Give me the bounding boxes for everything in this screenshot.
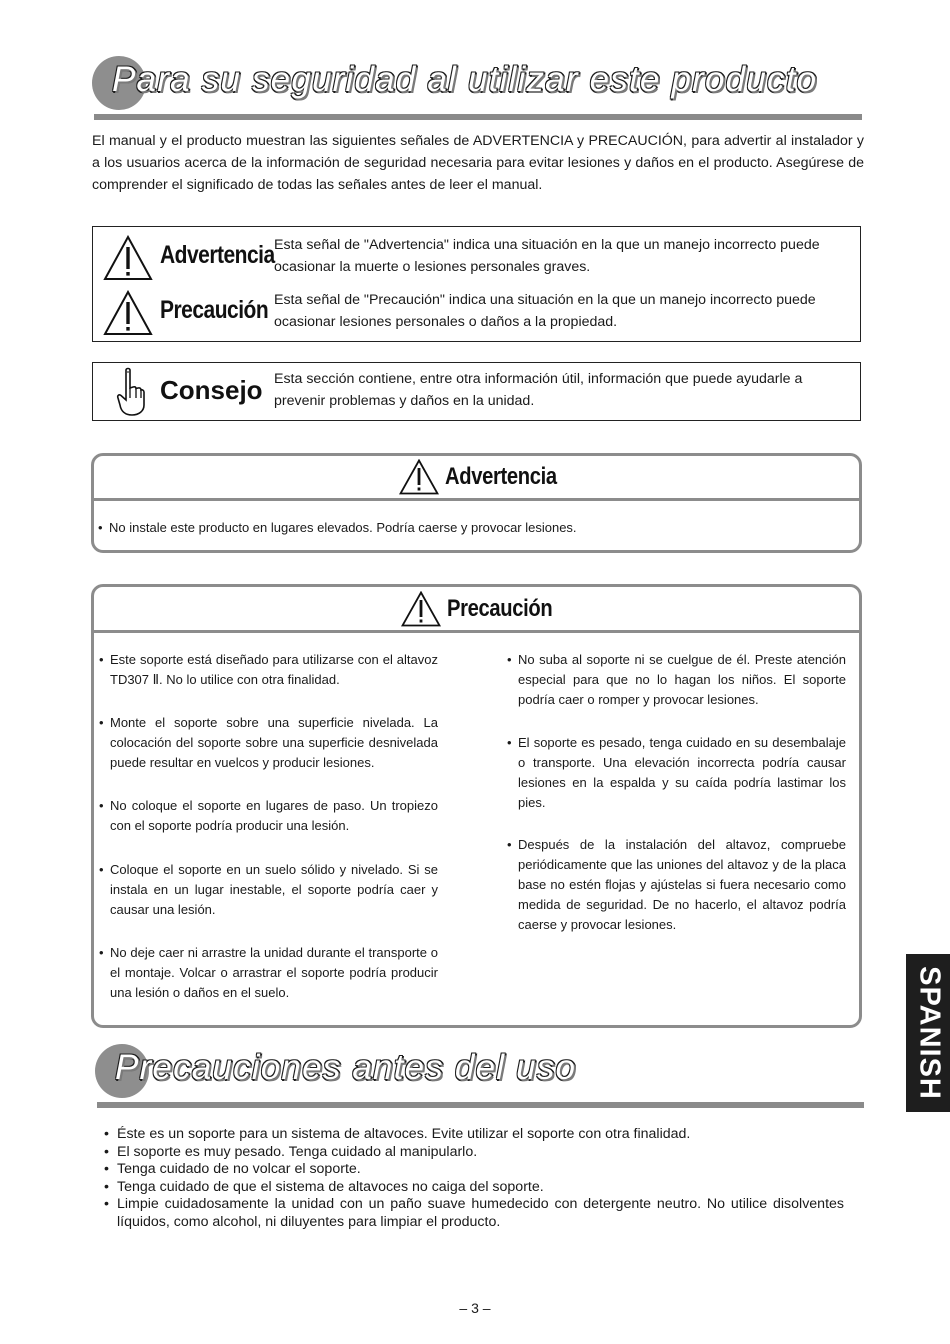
- legend-warning-text: Esta señal de "Advertencia" indica una situación en la que un manejo incorrecto puede ocasionar la muerte o lesiones personales graves.: [274, 237, 820, 275]
- heading-rule: [94, 114, 862, 120]
- section-title: Precauciones antes del uso: [115, 1048, 577, 1087]
- bullet-icon: •: [507, 652, 512, 667]
- bullet-icon: •: [104, 1196, 109, 1213]
- list-item: • No suba al soporte ni se cuelgue de él. Preste atención especial para que no lo hagan los niños. El soporte podría caer o romper y provocar lesiones.: [507, 652, 846, 707]
- bullet-icon: •: [99, 652, 104, 667]
- language-side-tab: [906, 954, 950, 1112]
- list-item: • Tenga cuidado de que el sistema de altavoces no caiga del soporte.: [104, 1178, 544, 1195]
- legend-caution-text: Esta señal de "Precaución" indica una situación en la que un manejo incorrecto puede ocasionar lesiones personales o daños a la propiedad.: [274, 292, 816, 330]
- caution-panel: [91, 584, 862, 1028]
- caution-triangle-icon: [103, 290, 153, 336]
- list-item: • Monte el soporte sobre una superficie nivelada. La colocación del soporte sobre una superficie desnivelada puede resultar en vuelcos y producir lesiones.: [99, 715, 438, 770]
- precautions-list: [104, 1126, 844, 1232]
- intro-paragraph: El manual y el producto muestran las siguientes señales de ADVERTENCIA y PRECAUCIÓN, para advertir al instalador y a los usuarios acerca de la información de seguridad necesaria para evitar lesiones y daños en el producto. Asegúrese de comprender el significado de todas las señales antes de leer el manual.: [92, 133, 864, 193]
- pointing-hand-icon: [115, 367, 145, 417]
- warning-panel-header: [94, 456, 859, 501]
- list-item: • No coloque el soporte en lugares de paso. Un tropiezo con el soporte podría producir una lesión.: [99, 798, 438, 833]
- warning-triangle-icon: [399, 459, 439, 495]
- bullet-icon: •: [104, 1161, 109, 1178]
- bullet-icon: •: [99, 862, 104, 877]
- caution-panel-header: [94, 587, 859, 633]
- section-heading-safety: [92, 54, 862, 126]
- list-item: • Coloque el soporte en un suelo sólido y nivelado. Si se instala en un lugar inestable, el soporte podría caer y causar una lesión.: [99, 862, 438, 917]
- legend-tip-text: Esta sección contiene, entre otra información útil, información que puede ayudarle a prevenir problemas y daños en la unidad.: [274, 371, 803, 409]
- list-item: • Limpie cuidadosamente la unidad con un paño suave humedecido con detergente neutro. No utilice disolventes líquidos, como alcohol, ni diluyentes para limpiar el producto.: [104, 1196, 844, 1230]
- legend-warning-label: Advertencia: [160, 241, 275, 269]
- caution-triangle-icon: [401, 591, 441, 627]
- list-item: • El soporte es muy pesado. Tenga cuidado al manipularlo.: [104, 1143, 478, 1160]
- legend-tip-label: Consejo: [160, 375, 263, 405]
- bullet-icon: •: [507, 837, 512, 852]
- section-title: Para su seguridad al utilizar este producto: [112, 60, 818, 99]
- bullet-icon: •: [99, 715, 104, 730]
- list-item: • Tenga cuidado de no volcar el soporte.: [104, 1161, 361, 1178]
- warning-panel-title: Advertencia: [445, 463, 557, 490]
- bullet-icon: •: [98, 520, 103, 535]
- signal-legend-box: [92, 226, 861, 342]
- list-item: • Éste es un soporte para un sistema de altavoces. Evite utilizar el soporte con otra finalidad.: [104, 1126, 691, 1142]
- bullet-icon: •: [104, 1178, 109, 1195]
- list-item: • Después de la instalación del altavoz, compruebe periódicamente que las uniones del altavoz y de la placa base no estén flojas y ajústelas si fuera necesario como medida de seguridad. De no hacerlo, el altavoz podría caerse y provocar lesiones.: [507, 837, 846, 932]
- list-item: • El soporte es pesado, tenga cuidado en su desembalaje o transporte. Una elevación incorrecta podría causar lesiones en la espalda y su caída podría lastimar los pies.: [507, 735, 846, 810]
- list-item: • Este soporte está diseñado para utilizarse con el altavoz TD307 Ⅱ. No lo utilice con otra finalidad.: [99, 652, 438, 687]
- legend-caution-label: Precaución: [160, 296, 269, 324]
- tip-legend-box: [92, 362, 861, 421]
- warning-panel: [91, 453, 862, 553]
- bullet-icon: •: [104, 1143, 109, 1160]
- heading-rule: [97, 1102, 864, 1108]
- bullet-icon: •: [104, 1126, 109, 1142]
- bullet-icon: •: [99, 945, 104, 960]
- bullet-icon: •: [507, 735, 512, 750]
- list-item: • No deje caer ni arrastre la unidad durante el transporte o el montaje. Volcar o arrastrar el soporte podría producir una lesión o daños en el suelo.: [99, 945, 438, 1000]
- list-item: • No instale este producto en lugares elevados. Podría caerse y provocar lesiones.: [98, 518, 838, 538]
- warning-triangle-icon: [103, 235, 153, 281]
- section-heading-precautions: [95, 1042, 864, 1114]
- language-tab-label: SPANISH: [913, 966, 946, 1100]
- bullet-icon: •: [99, 798, 104, 813]
- caution-panel-title: Precaución: [447, 594, 553, 622]
- page-number: – 3 –: [459, 1300, 491, 1316]
